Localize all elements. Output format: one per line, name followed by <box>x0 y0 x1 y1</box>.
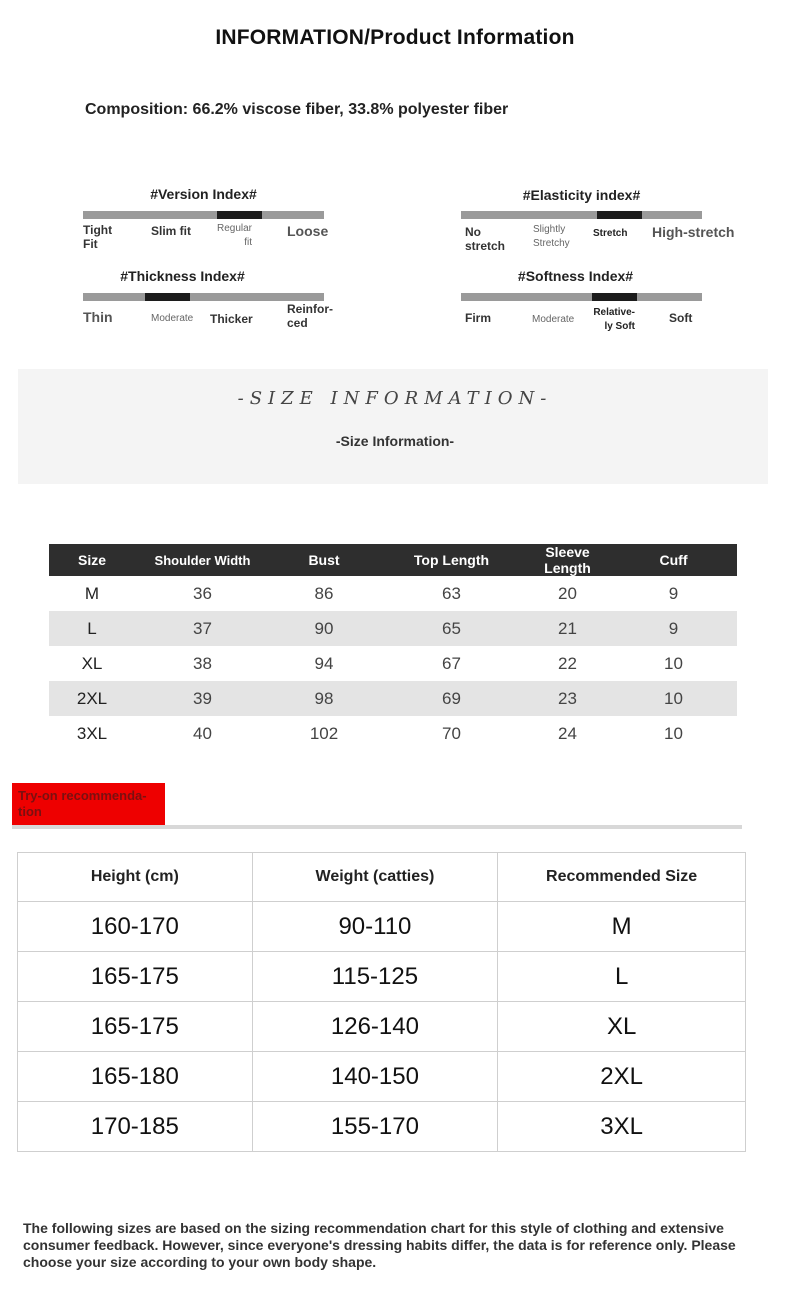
table-row <box>49 611 737 646</box>
table-cell: 36 <box>193 583 212 603</box>
table-cell: 86 <box>314 583 334 603</box>
version-label-regular: Regular fit <box>216 223 252 248</box>
table-row <box>49 646 737 681</box>
table-cell: 98 <box>270 681 378 716</box>
table-cell: 155-170 <box>252 1102 498 1152</box>
table-cell: L <box>49 611 135 646</box>
table-cell: 2XL <box>498 1052 746 1102</box>
footer-note: The following sizes are based on the sizing recommendation chart for this style of clothing and extensive consumer feedback. However, since everyone's dressing habits differ, the data is for reference only. Please choose your size according to your own body shape. <box>23 1220 736 1270</box>
table-cell: M <box>498 902 746 952</box>
table-row <box>49 716 737 751</box>
elasticity-label-high-stretch: High-stretch <box>652 224 735 240</box>
elasticity-label-slightly: Slightly Stretchy <box>533 224 570 249</box>
recommendation-header: Recommended Size <box>498 853 746 902</box>
table-row <box>18 1052 746 1102</box>
thickness-index-title: #Thickness Index# <box>120 268 245 284</box>
table-cell: 67 <box>442 653 461 673</box>
tryon-recommendation-tag: Try-on recommenda-tion <box>12 783 165 825</box>
table-cell: 21 <box>525 611 610 646</box>
thickness-label-thin: Thin <box>83 309 113 325</box>
version-index-selected-segment <box>217 211 262 219</box>
version-label-tight: Tight Fit <box>83 223 113 251</box>
table-cell: 94 <box>314 653 334 673</box>
thickness-index-selected-segment <box>145 293 190 301</box>
size-table-header: Sleeve Length <box>525 544 610 576</box>
elasticity-index-title: #Elasticity index# <box>522 187 641 203</box>
elasticity-label-stretch: Stretch <box>593 228 628 239</box>
composition-text: Composition: 66.2% viscose fiber, 33.8% polyester fiber <box>85 101 509 118</box>
size-table-header: Cuff <box>610 544 737 576</box>
table-cell: 170-185 <box>18 1102 253 1152</box>
size-table-header: Size <box>49 544 135 576</box>
version-index-title: #Version Index# <box>150 186 257 202</box>
version-label-loose: Loose <box>287 223 329 239</box>
table-cell: 140-150 <box>252 1052 498 1102</box>
table-cell: 165-180 <box>18 1052 253 1102</box>
section-divider <box>12 825 742 829</box>
table-row <box>18 1102 746 1152</box>
table-cell: 69 <box>378 681 525 716</box>
table-cell: 115-125 <box>252 952 498 1002</box>
table-cell: 22 <box>558 653 577 673</box>
table-cell: 65 <box>378 611 525 646</box>
table-cell: 102 <box>309 723 339 743</box>
recommendation-table <box>17 852 746 1152</box>
size-info-subheading: -Size Information- <box>335 433 455 449</box>
version-index-bar <box>83 211 324 219</box>
table-cell: 38 <box>193 653 212 673</box>
table-row <box>49 576 737 611</box>
elasticity-label-no-stretch: No stretch <box>465 225 506 253</box>
version-label-slim: Slim fit <box>151 224 192 238</box>
table-row <box>18 952 746 1002</box>
table-row <box>18 1002 746 1052</box>
table-cell: 126-140 <box>252 1002 498 1052</box>
table-cell: 10 <box>610 681 737 716</box>
table-row <box>49 681 737 716</box>
elasticity-index-bar <box>461 211 702 219</box>
table-cell: 90-110 <box>252 902 498 952</box>
table-cell: M <box>84 583 100 603</box>
softness-index-title: #Softness Index# <box>517 268 634 284</box>
table-cell: 24 <box>558 723 577 743</box>
table-cell: 165-175 <box>18 952 253 1002</box>
thickness-index-bar <box>83 293 324 301</box>
softness-index-bar <box>461 293 702 301</box>
table-cell: XL <box>498 1002 746 1052</box>
size-table-header: Shoulder Width <box>135 544 270 576</box>
table-cell: 23 <box>525 681 610 716</box>
softness-label-moderate: Moderate <box>532 314 575 325</box>
size-table <box>49 544 737 751</box>
softness-label-relatively-soft: Relative-ly Soft <box>593 307 635 332</box>
size-table-header: Bust <box>270 544 378 576</box>
softness-label-soft: Soft <box>669 311 693 325</box>
thickness-label-moderate: Moderate <box>151 313 194 324</box>
size-info-heading: -SIZE INFORMATION- <box>237 388 553 409</box>
recommendation-header: Weight (catties) <box>252 853 498 902</box>
table-cell: 63 <box>442 583 461 603</box>
table-cell: 165-175 <box>18 1002 253 1052</box>
table-cell: 10 <box>664 723 683 743</box>
thickness-label-reinforced: Reinfor-ced <box>287 302 333 330</box>
table-cell: 37 <box>135 611 270 646</box>
table-cell: 70 <box>442 723 461 743</box>
thickness-label-thicker: Thicker <box>210 312 253 326</box>
table-cell: 40 <box>193 723 212 743</box>
size-table-header-row <box>49 544 737 576</box>
recommendation-header: Height (cm) <box>18 853 253 902</box>
softness-index-selected-segment <box>592 293 637 301</box>
table-cell: 20 <box>558 583 577 603</box>
page-title: INFORMATION/Product Information <box>215 26 575 49</box>
table-cell: 90 <box>270 611 378 646</box>
table-cell: L <box>498 952 746 1002</box>
elasticity-index-selected-segment <box>597 211 642 219</box>
table-cell: 2XL <box>49 681 135 716</box>
table-cell: 3XL <box>76 723 108 743</box>
table-row <box>18 902 746 952</box>
size-table-header: Top Length <box>378 544 525 576</box>
softness-label-firm: Firm <box>465 311 492 325</box>
table-cell: 9 <box>668 583 679 603</box>
table-cell: 39 <box>135 681 270 716</box>
table-cell: 9 <box>610 611 737 646</box>
table-cell: 10 <box>664 653 683 673</box>
table-cell: XL <box>81 653 103 673</box>
recommendation-header-row <box>18 853 746 902</box>
table-cell: 160-170 <box>18 902 253 952</box>
table-cell: 3XL <box>498 1102 746 1152</box>
size-info-banner <box>18 369 768 484</box>
